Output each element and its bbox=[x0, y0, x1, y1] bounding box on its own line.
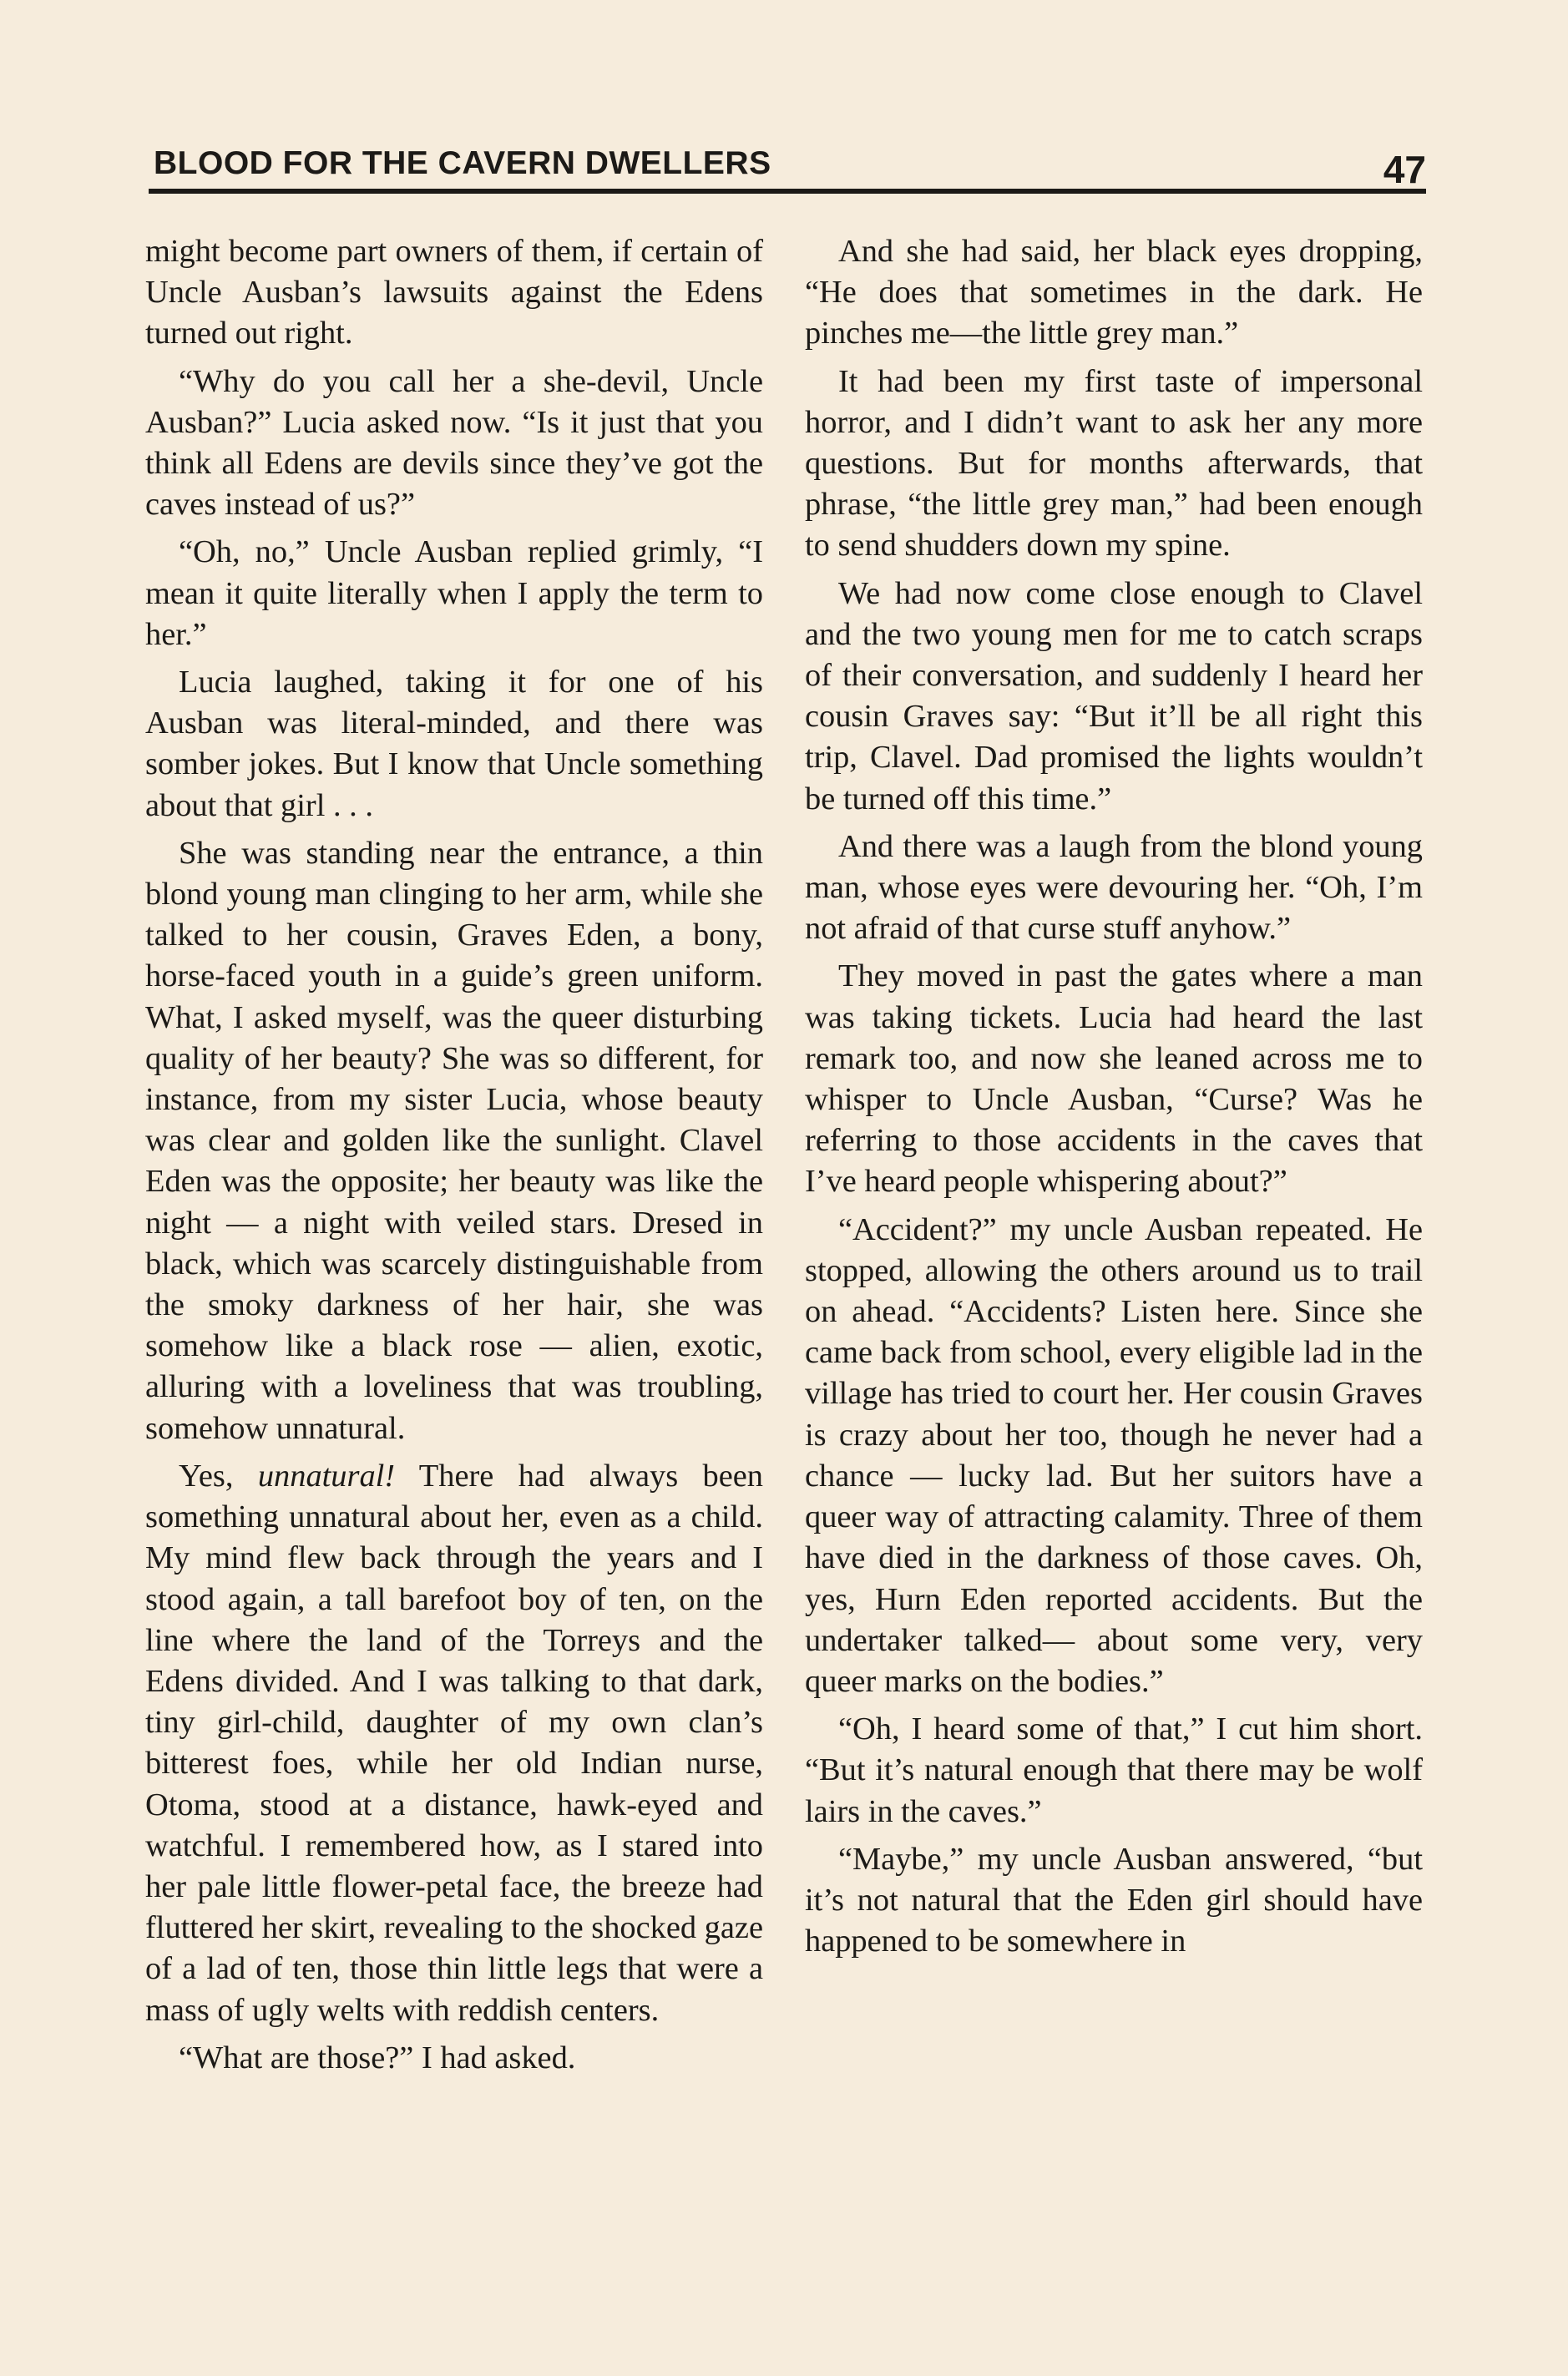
paragraph: Lucia laughed, taking it for one of his Ausban was literal-minded, and there was somber jokes. But I know that Uncle something about that girl . . . bbox=[145, 665, 763, 823]
paragraph: And there was a laugh from the blond young man, whose eyes were devouring her. “Oh, I’m not afraid of that curse stuff anyhow.” bbox=[805, 828, 1423, 947]
text-run: There had always been something unnatural about her, even as a child. My mind flew back through the years and I stood again, a tall barefoot boy of ten, on the line where the land of the Torreys and the Edens divided. And I was talking to that dark, tiny girl-child, daughter of my own clan’s bitterest foes, while her old Indian nurse, Otoma, stood at a distance, hawk-eyed and watchful. I remembered how, as I stared into her pale little flower-petal face, the breeze had fluttered her skirt, revealing to the shocked gaze of a lad of ten, those thin little legs that were a mass of ugly welts with reddish centers. bbox=[145, 1458, 763, 2028]
paragraph: “Maybe,” my uncle Ausban answered, “but it’s not natural that the Eden girl should have happened to be somewhere in bbox=[805, 1841, 1423, 1959]
paragraph: We had now come close enough to Clavel and the two young men for me to catch scraps of their conversation, and suddenly I heard her cousin Graves say: “But it’ll be all right this trip, Clavel. Dad promised the lights wouldn’t be turned off this time.” bbox=[805, 575, 1423, 816]
paragraph: “Oh, no,” Uncle Ausban replied grimly, “I mean it quite literally when I apply the term to her.” bbox=[145, 534, 763, 652]
paragraph: “Why do you call her a she-devil, Uncle Ausban?” Lucia asked now. “Is it just that you think all Edens are devils since they’ve got the caves instead of us?” bbox=[145, 363, 763, 523]
left-column bbox=[145, 231, 763, 2085]
paragraph: “Accident?” my uncle Ausban repeated. He stopped, allowing the others around us to trail on ahead. “Accidents? Listen here. Since she came back from school, every eligible lad in the village has tried to court her. Her cousin Graves is crazy about her too, though he never had a chance — lucky lad. But her suitors have a queer way of attracting calamity. Three of them have died in the darkness of those caves. Oh, yes, Hurn Eden reported accidents. But the undertaker talked— about some very, very queer marks on the bodies.” bbox=[805, 1211, 1423, 1699]
paragraph: It had been my first taste of impersonal horror, and I didn’t want to ask her any more questions. But for months afterwards, that phrase, “the little grey man,” had been enough to send shudders down my spine. bbox=[805, 363, 1423, 564]
text-run: Yes, bbox=[179, 1458, 258, 1494]
paragraph: And she had said, her black eyes dropping, “He does that sometimes in the dark. He pinches me—the little grey man.” bbox=[805, 234, 1423, 351]
paragraph: “What are those?” I had asked. bbox=[179, 2040, 576, 2075]
paragraph: “Oh, I heard some of that,” I cut him short. “But it’s natural enough that there may be wolf lairs in the caves.” bbox=[805, 1711, 1423, 1829]
italic-text: unnatural! bbox=[257, 1458, 396, 1494]
page-header bbox=[149, 125, 1426, 194]
paragraph: might become part owners of them, if certain of Uncle Ausban’s lawsuits against the Edens turned out right. bbox=[145, 234, 763, 351]
page-number: 47 bbox=[1383, 148, 1426, 191]
right-column bbox=[805, 231, 1423, 1969]
paragraph bbox=[145, 1456, 763, 2031]
running-title: BLOOD FOR THE CAVERN DWELLERS bbox=[154, 145, 771, 181]
paragraph: They moved in past the gates where a man was taking tickets. Lucia had heard the last remark too, and now she leaned across me to whisper to Uncle Ausban, “Curse? Was he referring to those accidents in the caves that I’ve heard people whispering about?” bbox=[805, 958, 1423, 1200]
paragraph: She was standing near the entrance, a thin blond young man clinging to her arm, while she talked to her cousin, Graves Eden, a bony, horse-faced youth in a guide’s green uniform. What, I asked myself, was the queer disturbing quality of her beauty? She was so different, for instance, from my sister Lucia, whose beauty was clear and golden like the sunlight. Clavel Eden was the opposite; her beauty was like the night — a night with veiled stars. Dresed in black, which was scarcely distinguishable from the smoky darkness of her hair, she was somehow like a black rose — alien, exotic, alluring with a loveliness that was troubling, somehow unnatural. bbox=[145, 835, 763, 1446]
